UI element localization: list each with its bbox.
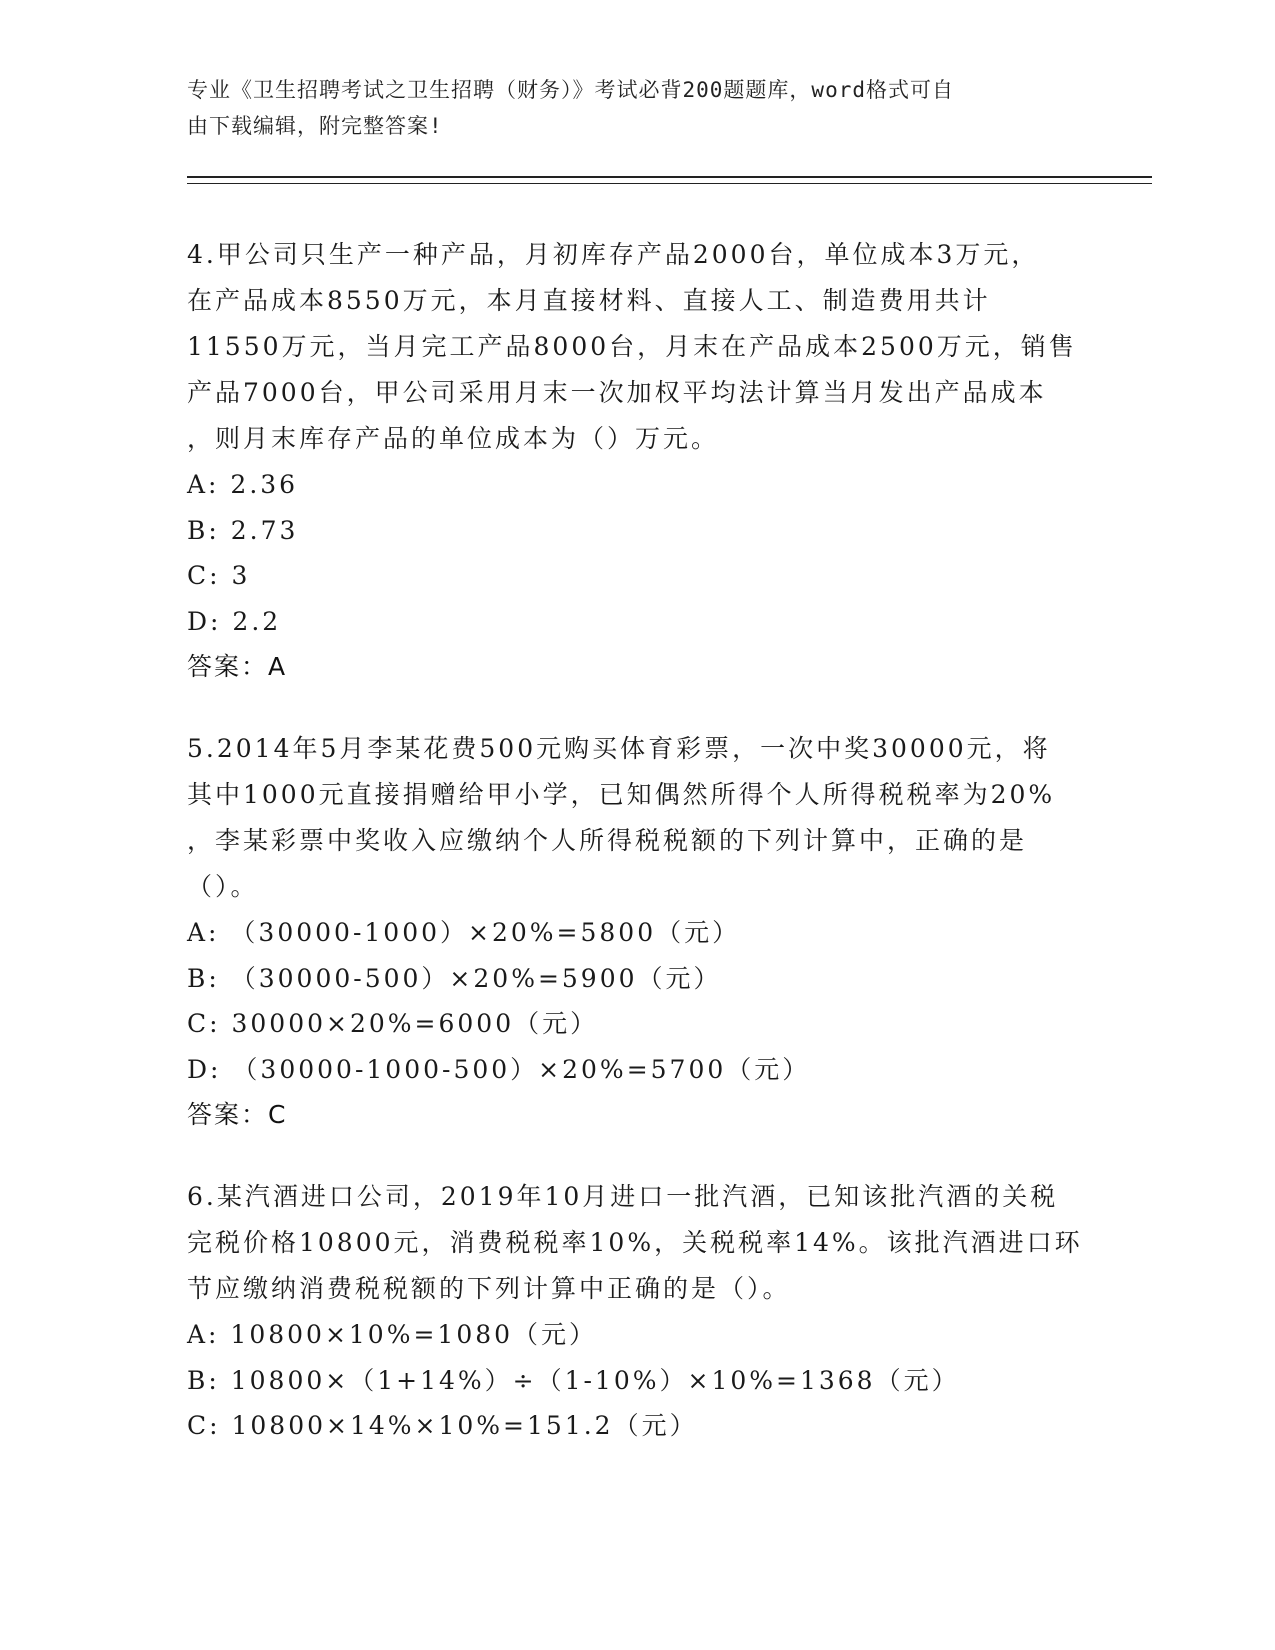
- option-d: D: 2.2: [187, 606, 282, 636]
- option-a: A: 2.36: [187, 470, 299, 499]
- option-c: C: 3: [187, 561, 251, 590]
- question-line: 其中1000元直接捐赠给甲小学，已知偶然所得个人所得税税率为20%: [187, 780, 1056, 809]
- question-line: 完税价格10800元，消费税税率10%，关税税率14%。该批汽酒进口环: [187, 1228, 1083, 1257]
- question-line: 6.某汽酒进口公司，2019年10月进口一批汽酒，已知该批汽酒的关税: [187, 1182, 1059, 1211]
- question-line: 节应缴纳消费税税额的下列计算中正确的是（）。: [187, 1274, 791, 1303]
- option-b: B: 2.73: [187, 515, 299, 545]
- option-a: A: （30000-1000）×20%=5800（元）: [187, 918, 741, 947]
- header-line-2: 由下载编辑，附完整答案!: [187, 114, 443, 138]
- option-c: C: 30000×20%=6000（元）: [187, 1009, 599, 1038]
- option-b: B: 10800×（1+14%）÷（1-10%）×10%=1368（元）: [187, 1365, 960, 1395]
- question-list: [187, 232, 1087, 1485]
- question-line: 在产品成本8550万元，本月直接材料、直接人工、制造费用共计: [187, 286, 991, 315]
- question-line: ，李某彩票中奖收入应缴纳个人所得税税额的下列计算中，正确的是: [187, 826, 1028, 855]
- answer-label: 答案：C: [187, 1100, 288, 1129]
- question-text: [187, 232, 1087, 462]
- header-line-1: 专业《卫生招聘考试之卫生招聘（财务）》考试必背200题题库，word格式可自: [187, 78, 954, 102]
- answer-label: 答案：A: [187, 652, 288, 681]
- question-line: （）。: [187, 872, 259, 901]
- option-c: C: 10800×14%×10%=151.2（元）: [187, 1411, 698, 1440]
- question-6: [187, 1174, 1087, 1449]
- question-line: ，则月末库存产品的单位成本为（）万元。: [187, 424, 720, 453]
- header-divider: [187, 176, 1152, 184]
- option-d: D: （30000-1000-500）×20%=5700（元）: [187, 1054, 811, 1084]
- question-line: 5.2014年5月李某花费500元购买体育彩票，一次中奖30000元，将: [187, 734, 1051, 763]
- question-5: [187, 726, 1087, 1138]
- question-text: [187, 1174, 1087, 1312]
- option-a: A: 10800×10%=1080（元）: [187, 1320, 598, 1349]
- question-line: 11550万元，当月完工产品8000台，月末在产品成本2500万元，销售: [187, 332, 1077, 361]
- question-4: [187, 232, 1087, 690]
- document-header: [187, 72, 1067, 144]
- question-line: 产品7000台，甲公司采用月末一次加权平均法计算当月发出产品成本: [187, 378, 1047, 407]
- question-line: 4.甲公司只生产一种产品，月初库存产品2000台，单位成本3万元，: [187, 240, 1040, 269]
- option-b: B: （30000-500）×20%=5900（元）: [187, 963, 722, 993]
- question-text: [187, 726, 1087, 910]
